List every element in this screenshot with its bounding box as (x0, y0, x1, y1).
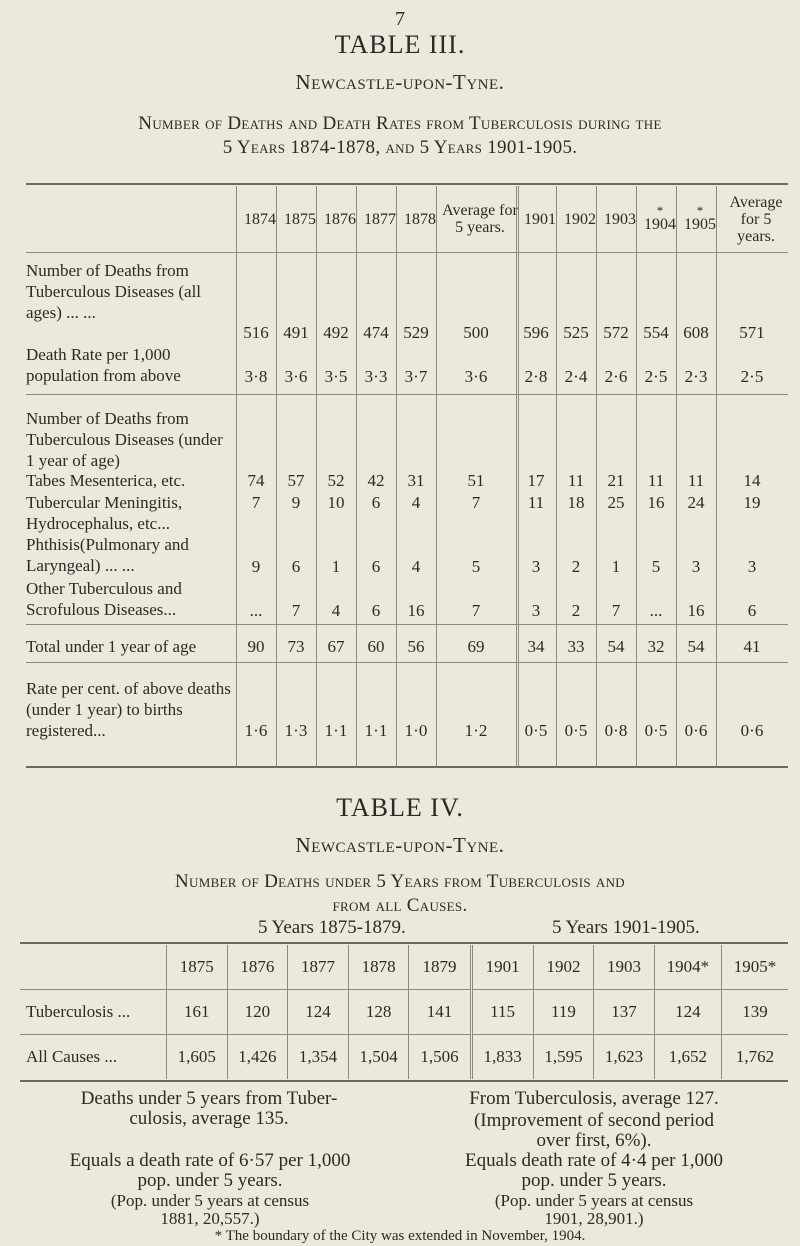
table3-cell: 492 (323, 323, 349, 342)
note-right-1: From Tuberculosis, average 127. (469, 1088, 719, 1109)
table3-cell: 3 (531, 601, 541, 620)
table3-cell: 0·6 (684, 721, 708, 740)
table3-cell: 3·6 (284, 367, 308, 386)
table4-col-1905: 1905* (722, 945, 789, 990)
table3-cell: 596 (523, 323, 549, 342)
table3-cell: 0·8 (604, 721, 628, 740)
table3-cell: 16 (687, 601, 705, 620)
table3-row-label: Number of Deaths from Tuberculous Diseases (all ages) ... ... (26, 261, 202, 322)
table3-row-rule (26, 624, 788, 625)
table3-cell: 31 (407, 471, 425, 490)
table4-cell: 1,833 (471, 1035, 533, 1080)
table3-cell: 3 (531, 557, 541, 576)
table3-cell: 60 (367, 637, 385, 656)
table3-cell: 4 (411, 493, 421, 512)
table3-row-label: Tubercular Meningitis, Hydrocephalus, etc... (26, 493, 183, 533)
table3-cell: 7 (471, 601, 481, 620)
table4-cell: 139 (722, 990, 789, 1035)
table4-cell: 124 (288, 990, 349, 1035)
table3-row-rule (26, 252, 788, 253)
table3-cell: ... (249, 601, 263, 620)
table3-cell: 25 (607, 493, 625, 512)
table3-cell: 572 (603, 323, 629, 342)
table3-cell: 74 (247, 471, 265, 490)
table3-cell: 2·6 (604, 367, 628, 386)
table4-top-rule (20, 942, 788, 944)
table3-cell: 5 (471, 557, 481, 576)
table4-corner (20, 945, 167, 990)
table3-row-label: Total under 1 year of age (26, 637, 197, 656)
table4-row-all-causes (20, 1035, 788, 1080)
table3-cell: 1·6 (244, 721, 268, 740)
table4-cell: 124 (654, 990, 721, 1035)
note-right-3: over first, 6%). (536, 1130, 652, 1151)
table4-col-1901: 1901 (471, 945, 533, 990)
table3-cell: 2 (571, 557, 581, 576)
table3-cell: 52 (327, 471, 345, 490)
table4-cell: 141 (409, 990, 471, 1035)
table3-cell: 2 (571, 601, 581, 620)
table3-row-rule (26, 766, 788, 768)
note-left-2: culosis, average 135. (129, 1108, 289, 1129)
table3-cell: 9 (291, 493, 301, 512)
table3-cell: 11 (567, 471, 585, 490)
table3-cell: 1·1 (364, 721, 388, 740)
table3-row-label: Death Rate per 1,000 population from above (26, 345, 181, 385)
table4-cell: 1,652 (654, 1035, 721, 1080)
table3-col-1902: 1902 (564, 210, 596, 228)
table3-heading-line1: Number of Deaths and Death Rates from Tuberculosis during the (138, 113, 662, 134)
table3-cell: 51 (467, 471, 485, 490)
table3-cell: 9 (251, 557, 261, 576)
table3-cell: 21 (607, 471, 625, 490)
table4-period2: 5 Years 1901-1905. (552, 917, 700, 938)
table3-row-label: Number of Deaths from Tuberculous Diseases (under 1 year of age) (26, 409, 223, 470)
note-left-1: Deaths under 5 years from Tuber- (80, 1088, 338, 1109)
table3-cell: 2·5 (740, 367, 764, 386)
table3-cell: 0·5 (564, 721, 588, 740)
table3-cell: 11 (687, 471, 705, 490)
table4-bottom-rule (20, 1080, 788, 1082)
table3-cell: 69 (467, 637, 485, 656)
table3-cell: 10 (327, 493, 345, 512)
table3-cell: 16 (407, 601, 425, 620)
note-left-4: pop. under 5 years. (137, 1170, 283, 1191)
table4-row-label: Tuberculosis ... (20, 990, 167, 1035)
table3-cell: 14 (743, 471, 761, 490)
table4-cell: 1,605 (167, 1035, 228, 1080)
table3-col-1903: 1903 (604, 210, 636, 228)
table3-cell: 3·7 (404, 367, 428, 386)
note-right-6: (Pop. under 5 years at census (494, 1191, 694, 1210)
table4-heading-line2: from all Causes. (332, 895, 468, 916)
table3-cell: 2·5 (644, 367, 668, 386)
table3-cell: 3·3 (364, 367, 388, 386)
table3-col-1901: 1901 (524, 210, 556, 228)
table3-title: TABLE III. (334, 30, 466, 59)
table4-cell: 1,506 (409, 1035, 471, 1080)
table3-cell: 90 (247, 637, 265, 656)
table3-cell: 73 (287, 637, 305, 656)
table3-cell: 6 (371, 601, 381, 620)
table4-cell: 1,504 (348, 1035, 409, 1080)
table3-cell: ... (649, 601, 663, 620)
table3-cell: 42 (367, 471, 385, 490)
table3-cell: 6 (371, 493, 381, 512)
table3-col-1875: 1875 (284, 210, 316, 228)
table4-cell: 1,595 (533, 1035, 594, 1080)
table4-cell: 1,623 (594, 1035, 655, 1080)
table3-row-label: Other Tuberculous and Scrofulous Diseases... (26, 579, 182, 619)
table3-cell: 3·5 (324, 367, 348, 386)
table4-cell: 115 (471, 990, 533, 1035)
table3-cell: 1 (331, 557, 341, 576)
table3-cell: 491 (283, 323, 309, 342)
table4-cell: 1,426 (227, 1035, 288, 1080)
table3-row-label: Rate per cent. of above deaths (under 1 year) to births registered... (26, 679, 231, 740)
table4-header-row (20, 945, 788, 990)
table3-cell: 7 (611, 601, 621, 620)
page-number: 7 (395, 8, 405, 30)
table3-row-label: Tabes Mesenterica, etc. (26, 471, 186, 490)
table3-cell: 1·3 (284, 721, 308, 740)
asterisk-1904: * (656, 202, 664, 218)
table3-cell: 0·5 (524, 721, 548, 740)
table4-col-1903: 1903 (594, 945, 655, 990)
table3-cell: 1·2 (464, 721, 488, 740)
table3-cell: 1·1 (324, 721, 348, 740)
table3-cell: 608 (683, 323, 709, 342)
table3-cell: 3·8 (244, 367, 268, 386)
table4-cell: 120 (227, 990, 288, 1035)
table3-cell: 516 (243, 323, 269, 342)
table3-cell: 11 (527, 493, 545, 512)
table4-row-label: All Causes ... (20, 1035, 167, 1080)
table3-cell: 2·3 (684, 367, 708, 386)
table3-cell: 0·5 (644, 721, 668, 740)
note-right-2: (Improvement of second period (473, 1110, 715, 1131)
table3-cell: 32 (647, 637, 665, 656)
table4-cell: 137 (594, 990, 655, 1035)
table3-cell: 4 (411, 557, 421, 576)
note-left-5: (Pop. under 5 years at census (110, 1191, 310, 1210)
table3-cell: 4 (331, 601, 341, 620)
table4-title: TABLE IV. (336, 793, 464, 822)
table3-cell: 57 (287, 471, 305, 490)
table3-col-1878: 1878 (404, 210, 436, 228)
table3-cell: 5 (651, 557, 661, 576)
table4-col-1902: 1902 (533, 945, 594, 990)
table3-cell: 0·6 (740, 721, 764, 740)
table3-col-1905-label: 1905 (684, 215, 716, 233)
table3-col-average1: Average for 5 years. (442, 202, 518, 236)
table4 (20, 945, 788, 1079)
table3-cell: 3 (747, 557, 757, 576)
table3-cell: 7 (251, 493, 261, 512)
table3-cell: 24 (687, 493, 705, 512)
table3-cell: 67 (327, 637, 345, 656)
table3-heading-line2: 5 Years 1874-1878, and 5 Years 1901-1905. (222, 137, 578, 158)
table4-period1: 5 Years 1875-1879. (258, 917, 406, 938)
table3-col-1904-label: 1904 (644, 215, 676, 233)
table3-cell: 525 (563, 323, 589, 342)
asterisk-1905: * (696, 202, 704, 218)
table3-cell: 554 (643, 323, 669, 342)
table3-cell: 17 (527, 471, 545, 490)
table4-cell: 119 (533, 990, 594, 1035)
table3-place: Newcastle-upon-Tyne. (295, 70, 505, 94)
note-right-5: pop. under 5 years. (521, 1170, 667, 1191)
table3-cell: 1 (611, 557, 621, 576)
table3-cell: 56 (407, 637, 425, 656)
table4-cell: 128 (348, 990, 409, 1035)
table4-heading-line1: Number of Deaths under 5 Years from Tuberculosis and (175, 871, 625, 892)
table3-cell: 2·8 (524, 367, 548, 386)
table3-cell: 1·0 (404, 721, 428, 740)
table4-row-tuberculosis (20, 990, 788, 1035)
table3-row-rule (26, 394, 788, 395)
table4-col-1879: 1879 (409, 945, 471, 990)
table3-cell: 18 (567, 493, 585, 512)
table3-cell: 6 (747, 601, 757, 620)
table3-cell: 571 (739, 323, 765, 342)
table3-cell: 2·4 (564, 367, 588, 386)
table3-col-1876: 1876 (324, 210, 356, 228)
table3-cell: 19 (743, 493, 761, 512)
table4-cell: 1,354 (288, 1035, 349, 1080)
table4-col-1904: 1904* (654, 945, 721, 990)
table3-cell: 33 (567, 637, 585, 656)
table3-cell: 3 (691, 557, 701, 576)
table3-row-rule (26, 662, 788, 663)
table3-cell: 529 (403, 323, 429, 342)
table3-cell: 34 (527, 637, 545, 656)
table4-col-1877: 1877 (288, 945, 349, 990)
note-left-3: Equals a death rate of 6·57 per 1,000 (69, 1150, 351, 1171)
table3-col-1874: 1874 (244, 210, 276, 228)
table4-cell: 1,762 (722, 1035, 789, 1080)
table3-cell: 7 (471, 493, 481, 512)
table4-place: Newcastle-upon-Tyne. (295, 833, 505, 857)
table3-cell: 54 (687, 637, 705, 656)
table3-cell: 6 (291, 557, 301, 576)
table3-row-label: Phthisis(Pulmonary and Laryngeal) ... ... (26, 535, 189, 575)
table4-col-1876: 1876 (227, 945, 288, 990)
table3-cell: 11 (647, 471, 665, 490)
table3-cell: 3·6 (464, 367, 488, 386)
table3-cell: 500 (463, 323, 489, 342)
note-right-4: Equals death rate of 4·4 per 1,000 (465, 1150, 723, 1171)
table3-cell: 41 (743, 637, 761, 656)
table3-col-1877: 1877 (364, 210, 396, 228)
table4-col-1878: 1878 (348, 945, 409, 990)
table3-cell: 474 (363, 323, 389, 342)
table3-cell: 54 (607, 637, 625, 656)
footnote: * The boundary of the City was extended in November, 1904. (214, 1228, 586, 1244)
table4-col-1875: 1875 (167, 945, 228, 990)
note-right-7: 1901, 28,901.) (544, 1209, 644, 1228)
table3-cell: 16 (647, 493, 665, 512)
table3-cell: 7 (291, 601, 301, 620)
table3-cell: 6 (371, 557, 381, 576)
table3-col-average2: Average for 5 years. (729, 193, 783, 245)
table4-cell: 161 (167, 990, 228, 1035)
note-left-6: 1881, 20,557.) (160, 1209, 260, 1228)
